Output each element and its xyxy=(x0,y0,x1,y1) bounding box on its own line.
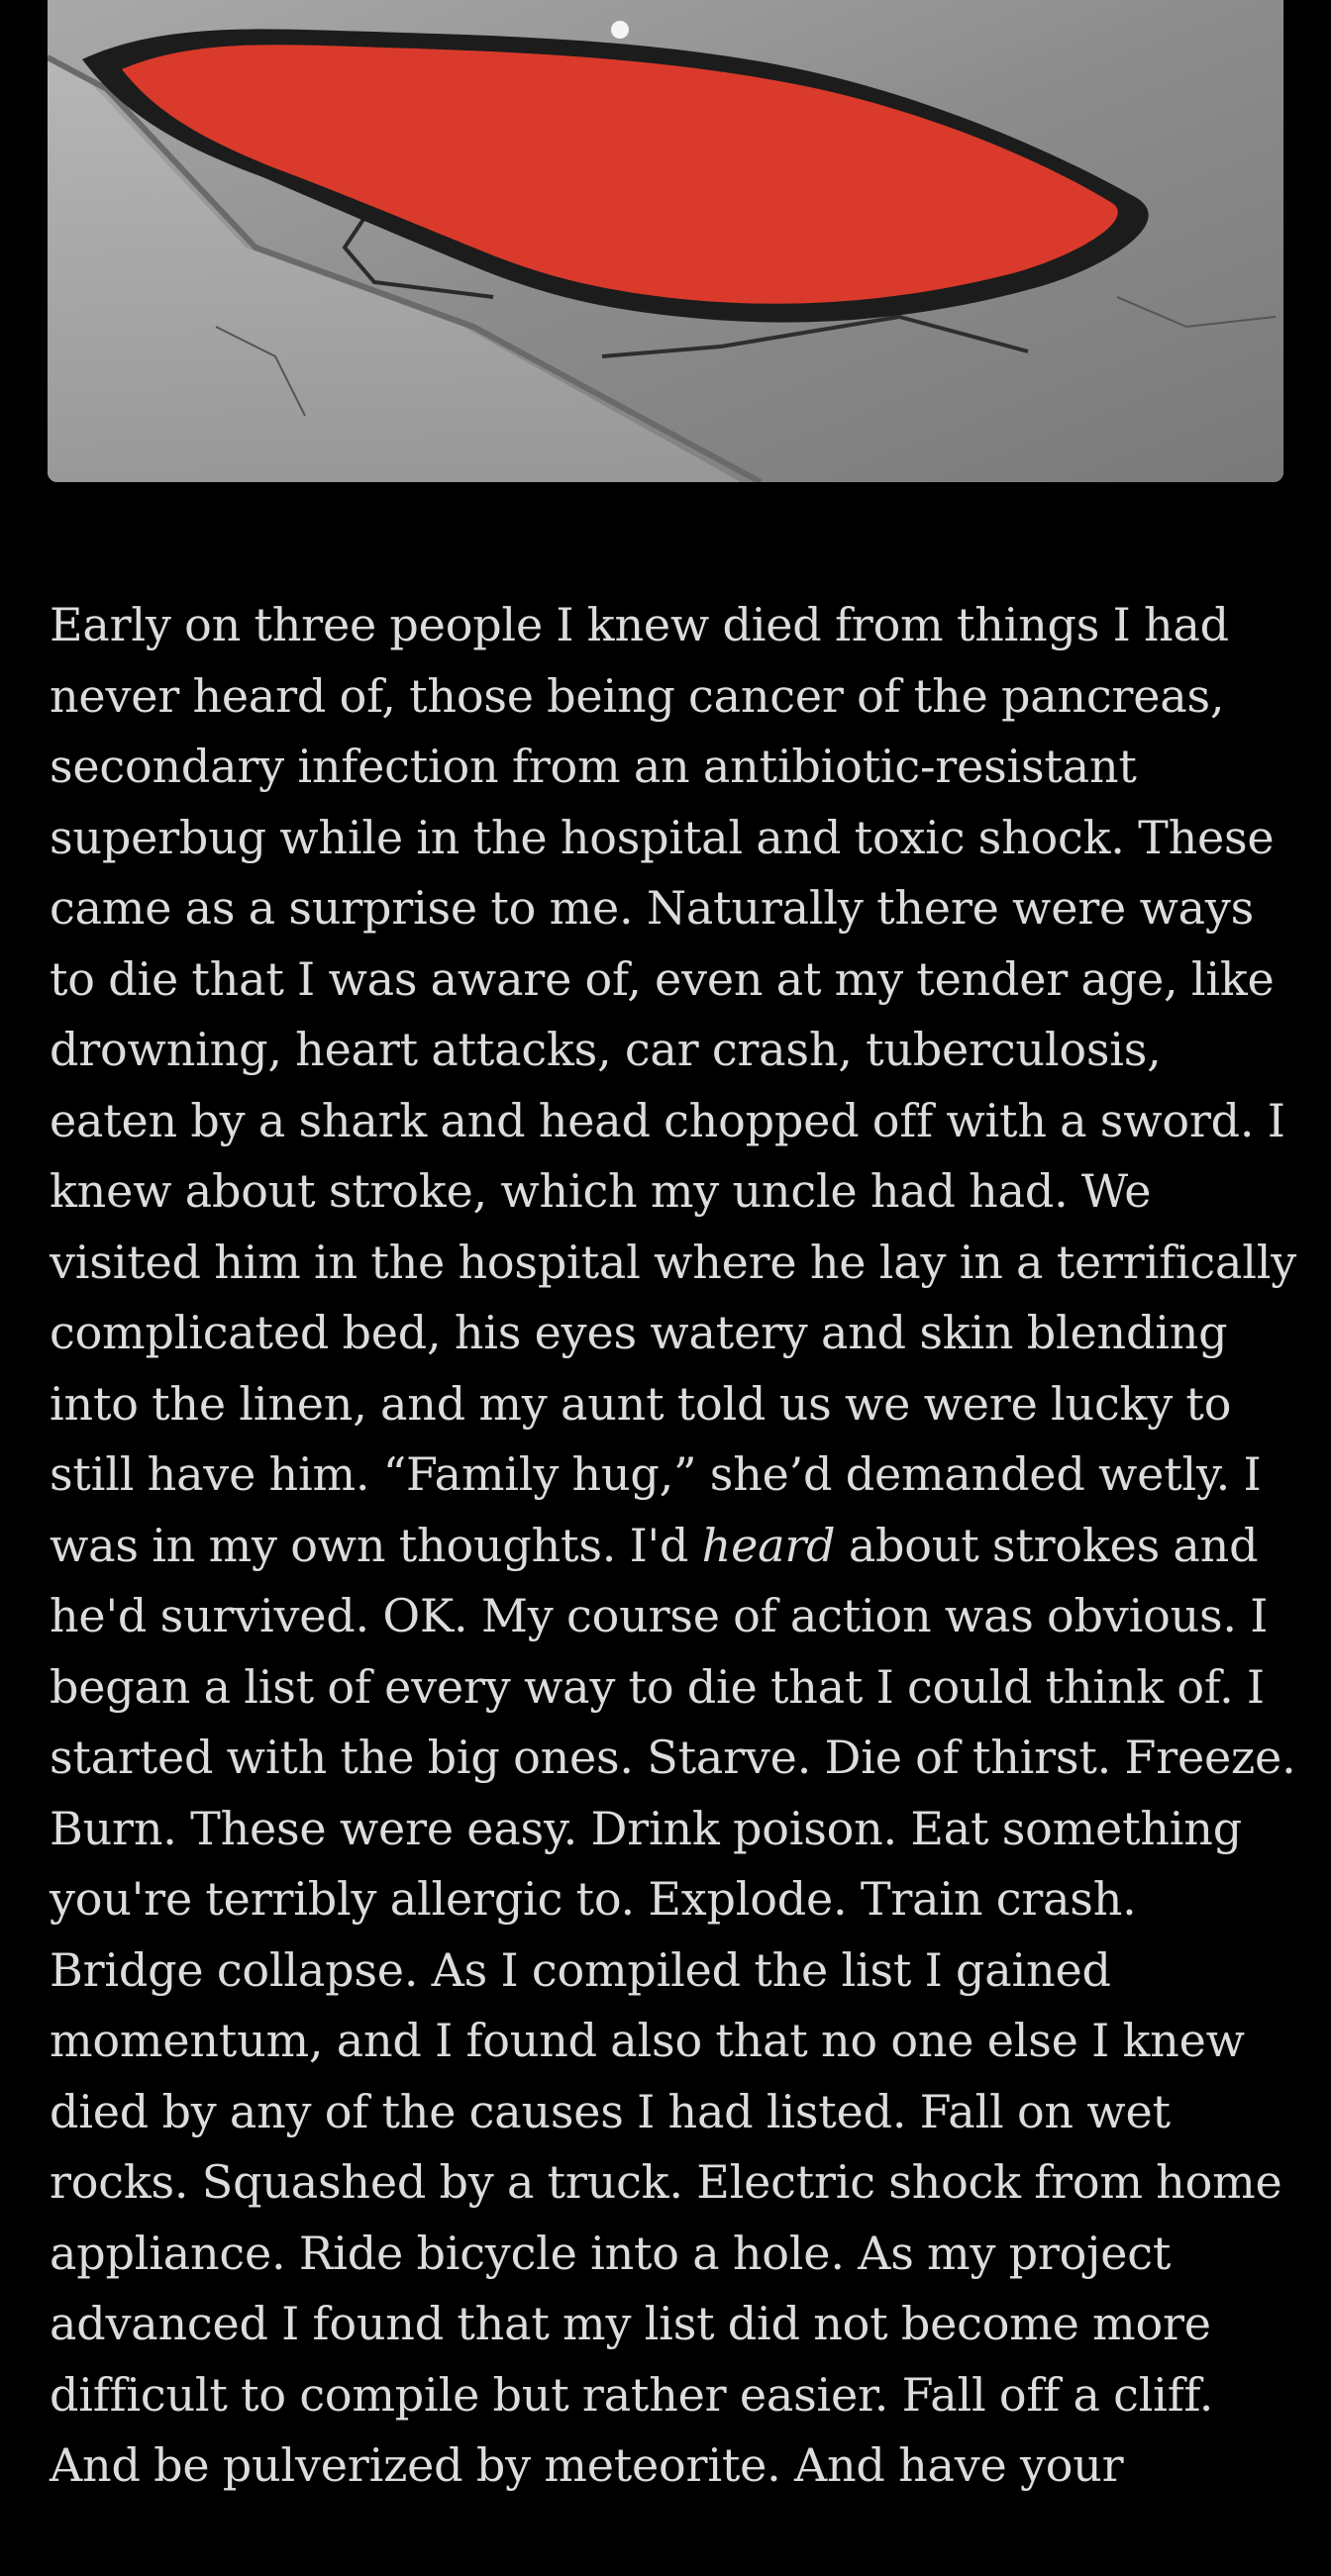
article-text-after-emphasis: about strokes and he'd survived. OK. My course of action was obvious. I began a list of every way to die that I could think of. I started with the big ones. Starve. Die of thirst. Freeze. Burn. These were easy. Drink poison. Eat something you're terribly allergic to. Explode. Train crash. Bridge collapse. As I compiled the list I gained momentum, and I found also that no one else I knew died by any of the causes I had listed. Fall on wet rocks. Squashed by a truck. Electric shock from home appliance. Ride bicycle into a hole. As my project advanced I found that my list did not become more difficult to compile but rather easier. Fall off a cliff. And be pulverized by meteorite. And have your xyxy=(50,1518,1296,2492)
article-body xyxy=(50,590,1297,2502)
hero-image xyxy=(48,0,1283,482)
article-text-before-emphasis: Early on three people I knew died from things I had never heard of, those being cancer of the pancreas, secondary infection from an antibiotic-resistant superbug while in the hospital and toxic shock. These came as a surprise to me. Naturally there were ways to die that I was aware of, even at my tender age, like drowning, heart attacks, car crash, tuberculosis, eaten by a shark and head chopped off with a sword. I knew about stroke, which my uncle had had. We visited him in the hospital where he lay in a terrifically complicated bed, his eyes watery and skin blending into the linen, and my aunt told us we were lucky to still have him. “Family hug,” she’d demanded wetly. I was in my own thoughts. I'd xyxy=(50,598,1297,1572)
pothole-image xyxy=(48,0,1283,482)
article-emphasis-heard: heard xyxy=(701,1518,836,1572)
